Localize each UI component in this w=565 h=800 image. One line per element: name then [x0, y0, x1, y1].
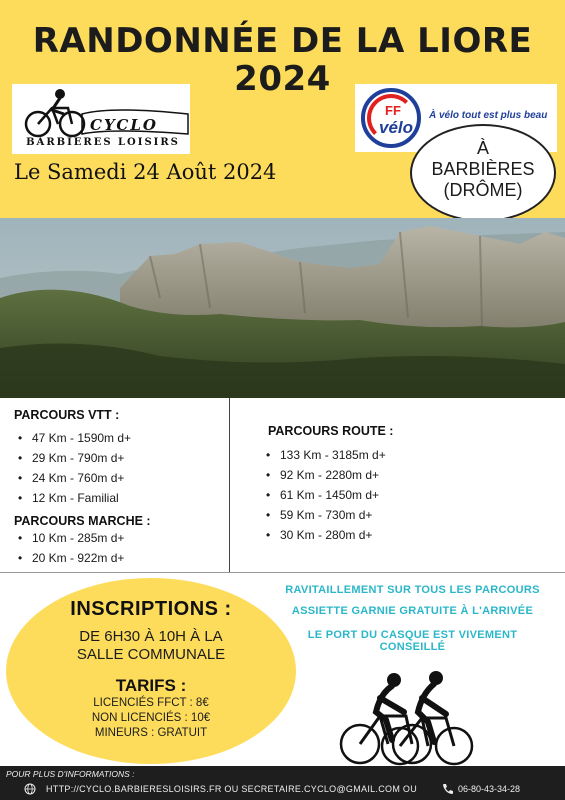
list-item: • 47 Km - 1590m d+ [14, 428, 131, 448]
hours-line-2: SALLE COMMUNALE [76, 646, 226, 663]
tarif-line: NON LICENCIÉS : 10€ [91, 712, 211, 724]
mountain-photo [0, 218, 565, 398]
footer-phone[interactable]: 06-80-43-34-28 [458, 784, 521, 794]
route-title: PARCOURS ROUTE : [268, 424, 394, 438]
info-casque-1: LE PORT DU CASQUE EST VIVEMENT [307, 629, 518, 641]
hours-line-1: DE 6H30 À 10H À LA [79, 628, 223, 645]
tarif-line: MINEURS : GRATUIT [94, 727, 208, 739]
ffvelo-slogan: À vélo tout est plus beau [429, 110, 548, 121]
routes-section [0, 398, 565, 572]
list-item: • 24 Km - 760m d+ [14, 468, 131, 488]
list-item: • 10 Km - 285m d+ [14, 528, 124, 548]
inscriptions-title: INSCRIPTIONS : [70, 598, 232, 620]
cyclo-name: CYCLO [90, 116, 158, 134]
marche-list [14, 528, 124, 568]
location-line-2: BARBIÈRES [431, 159, 535, 179]
location-line-3: (DRÔME) [443, 180, 523, 200]
column-divider [229, 398, 230, 572]
cyclists-silhouette-icon [330, 664, 475, 768]
location-line-1: À [476, 138, 489, 158]
section-divider [0, 572, 565, 573]
location-badge [410, 124, 556, 222]
route-list [262, 445, 386, 545]
footer [0, 766, 565, 800]
vtt-list [14, 428, 131, 508]
globe-icon [24, 783, 36, 795]
cyclo-club-logo [12, 84, 190, 154]
footer-contact-links[interactable]: HTTP://CYCLO.BARBIERESLOISIRS.FR OU SECRETAIRE.CYCLO@GMAIL.COM OU [46, 784, 418, 794]
cyclo-subtitle: BARBIERES LOISIRS [26, 137, 180, 148]
list-item: • 20 Km - 922m d+ [14, 548, 124, 568]
marche-title: PARCOURS MARCHE : [14, 514, 151, 528]
tarifs-title: TARIFS : [115, 676, 187, 695]
info-assiette: ASSIETTE GARNIE GRATUITE À L'ARRIVÉE [291, 605, 534, 617]
title-line-2: 2024 [234, 59, 331, 99]
list-item: • 29 Km - 790m d+ [14, 448, 131, 468]
vtt-title: PARCOURS VTT : [14, 408, 120, 422]
footer-title: POUR PLUS D'INFORMATIONS : [6, 769, 135, 779]
list-item: • 133 Km - 3185m d+ [262, 445, 386, 465]
ff-letters: FF [385, 103, 401, 118]
title-line-1: RANDONNÉE DE LA LIORE [32, 21, 533, 61]
list-item: • 59 Km - 730m d+ [262, 505, 386, 525]
list-item: • 12 Km - Familial [14, 488, 131, 508]
cyclists-illustration [330, 664, 475, 768]
ff-velo-word: vélo [379, 118, 414, 137]
phone-icon [442, 783, 454, 795]
info-casque-2: CONSEILLÉ [379, 641, 446, 653]
list-item: • 61 Km - 1450m d+ [262, 485, 386, 505]
mountain-landscape-image [0, 218, 565, 398]
inscriptions-hours [6, 628, 296, 664]
list-item: • 30 Km - 280m d+ [262, 525, 386, 545]
info-ravitaillement: RAVITAILLEMENT SUR TOUS LES PARCOURS [285, 584, 540, 596]
tarif-line: LICENCIÉS FFCT : 8€ [93, 697, 209, 709]
event-date: Le Samedi 24 Août 2024 [14, 160, 277, 184]
list-item: • 92 Km - 2280m d+ [262, 465, 386, 485]
